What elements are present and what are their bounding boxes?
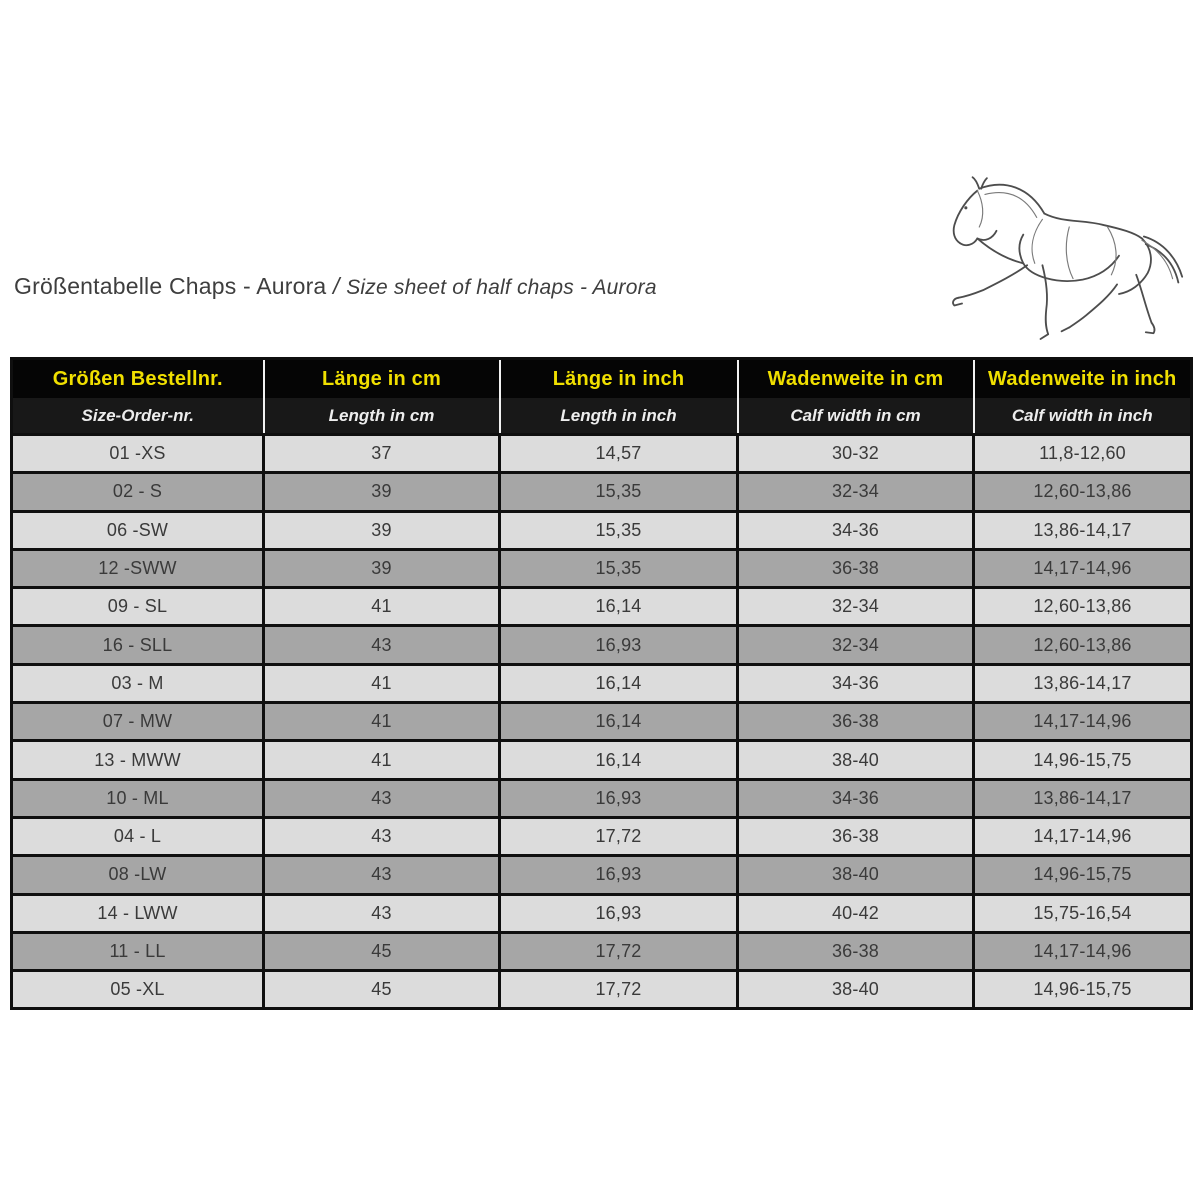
column-header-de: Größen Bestellnr.	[12, 359, 264, 399]
column-header-de: Länge in cm	[264, 359, 500, 399]
table-cell: 16,14	[500, 741, 738, 779]
title-separator: /	[326, 273, 347, 299]
table-cell: 43	[264, 817, 500, 855]
table-cell: 37	[264, 435, 500, 473]
table-cell: 11 - LL	[12, 932, 264, 970]
table-cell: 17,72	[500, 932, 738, 970]
table-cell: 12,60-13,86	[974, 588, 1192, 626]
table-cell: 14,17-14,96	[974, 817, 1192, 855]
page-title	[14, 273, 657, 300]
horse-icon	[918, 166, 1186, 354]
header-row-en	[12, 398, 1192, 435]
table-cell: 45	[264, 971, 500, 1009]
table-row	[12, 549, 1192, 587]
table-row	[12, 435, 1192, 473]
table-cell: 05 -XL	[12, 971, 264, 1009]
table-cell: 16,14	[500, 588, 738, 626]
column-header-de: Wadenweite in inch	[974, 359, 1192, 399]
table-cell: 36-38	[738, 703, 974, 741]
table-row	[12, 626, 1192, 664]
table-cell: 32-34	[738, 626, 974, 664]
column-header-en: Size-Order-nr.	[12, 398, 264, 435]
table-cell: 39	[264, 549, 500, 587]
table-cell: 41	[264, 741, 500, 779]
table-cell: 16,14	[500, 703, 738, 741]
table-row	[12, 817, 1192, 855]
table-cell: 14,17-14,96	[974, 932, 1192, 970]
table-row	[12, 856, 1192, 894]
table-cell: 14,57	[500, 435, 738, 473]
title-english: Size sheet of half chaps - Aurora	[346, 276, 657, 299]
table-cell: 16,14	[500, 664, 738, 702]
table-cell: 11,8-12,60	[974, 435, 1192, 473]
table-row	[12, 588, 1192, 626]
table-cell: 01 -XS	[12, 435, 264, 473]
table-cell: 16 - SLL	[12, 626, 264, 664]
column-header-en: Length in cm	[264, 398, 500, 435]
table-row	[12, 779, 1192, 817]
horse-sketch-illustration	[918, 166, 1186, 354]
table-cell: 34-36	[738, 779, 974, 817]
table-cell: 36-38	[738, 932, 974, 970]
table-cell: 38-40	[738, 856, 974, 894]
table-cell: 14 - LWW	[12, 894, 264, 932]
table-cell: 45	[264, 932, 500, 970]
table-cell: 40-42	[738, 894, 974, 932]
table-row	[12, 511, 1192, 549]
table-row	[12, 932, 1192, 970]
table-cell: 15,35	[500, 473, 738, 511]
table-cell: 12,60-13,86	[974, 473, 1192, 511]
table-cell: 39	[264, 511, 500, 549]
table-cell: 36-38	[738, 817, 974, 855]
table-cell: 13 - MWW	[12, 741, 264, 779]
table-cell: 16,93	[500, 894, 738, 932]
table-cell: 15,35	[500, 511, 738, 549]
table-cell: 14,17-14,96	[974, 549, 1192, 587]
table-cell: 34-36	[738, 511, 974, 549]
table-cell: 43	[264, 894, 500, 932]
table-cell: 41	[264, 703, 500, 741]
table-cell: 06 -SW	[12, 511, 264, 549]
table-cell: 08 -LW	[12, 856, 264, 894]
table-cell: 09 - SL	[12, 588, 264, 626]
table-cell: 14,96-15,75	[974, 856, 1192, 894]
table-row	[12, 894, 1192, 932]
column-header-de: Wadenweite in cm	[738, 359, 974, 399]
table-cell: 12,60-13,86	[974, 626, 1192, 664]
table-cell: 16,93	[500, 856, 738, 894]
table-cell: 16,93	[500, 779, 738, 817]
table-cell: 14,96-15,75	[974, 971, 1192, 1009]
table-row	[12, 741, 1192, 779]
table-row	[12, 473, 1192, 511]
title-german: Größentabelle Chaps - Aurora	[14, 273, 327, 299]
table-cell: 43	[264, 626, 500, 664]
table-cell: 07 - MW	[12, 703, 264, 741]
table-cell: 43	[264, 779, 500, 817]
table-row	[12, 971, 1192, 1009]
table-cell: 15,75-16,54	[974, 894, 1192, 932]
column-header-en: Length in inch	[500, 398, 738, 435]
table-cell: 16,93	[500, 626, 738, 664]
table-cell: 02 - S	[12, 473, 264, 511]
table-row	[12, 703, 1192, 741]
table-cell: 13,86-14,17	[974, 779, 1192, 817]
column-header-de: Länge in inch	[500, 359, 738, 399]
table-cell: 15,35	[500, 549, 738, 587]
size-table-body	[12, 435, 1192, 1009]
table-cell: 43	[264, 856, 500, 894]
table-cell: 41	[264, 588, 500, 626]
table-cell: 32-34	[738, 588, 974, 626]
table-cell: 03 - M	[12, 664, 264, 702]
table-cell: 34-36	[738, 664, 974, 702]
size-table-head	[12, 359, 1192, 435]
table-cell: 13,86-14,17	[974, 511, 1192, 549]
header-row-de	[12, 359, 1192, 399]
table-cell: 36-38	[738, 549, 974, 587]
table-cell: 32-34	[738, 473, 974, 511]
table-row	[12, 664, 1192, 702]
table-cell: 41	[264, 664, 500, 702]
table-cell: 04 - L	[12, 817, 264, 855]
table-cell: 13,86-14,17	[974, 664, 1192, 702]
column-header-en: Calf width in inch	[974, 398, 1192, 435]
table-cell: 14,96-15,75	[974, 741, 1192, 779]
table-cell: 10 - ML	[12, 779, 264, 817]
table-cell: 38-40	[738, 971, 974, 1009]
size-table	[10, 357, 1193, 1010]
table-cell: 17,72	[500, 971, 738, 1009]
table-cell: 30-32	[738, 435, 974, 473]
table-cell: 38-40	[738, 741, 974, 779]
table-cell: 14,17-14,96	[974, 703, 1192, 741]
table-cell: 39	[264, 473, 500, 511]
table-cell: 12 -SWW	[12, 549, 264, 587]
table-cell: 17,72	[500, 817, 738, 855]
column-header-en: Calf width in cm	[738, 398, 974, 435]
